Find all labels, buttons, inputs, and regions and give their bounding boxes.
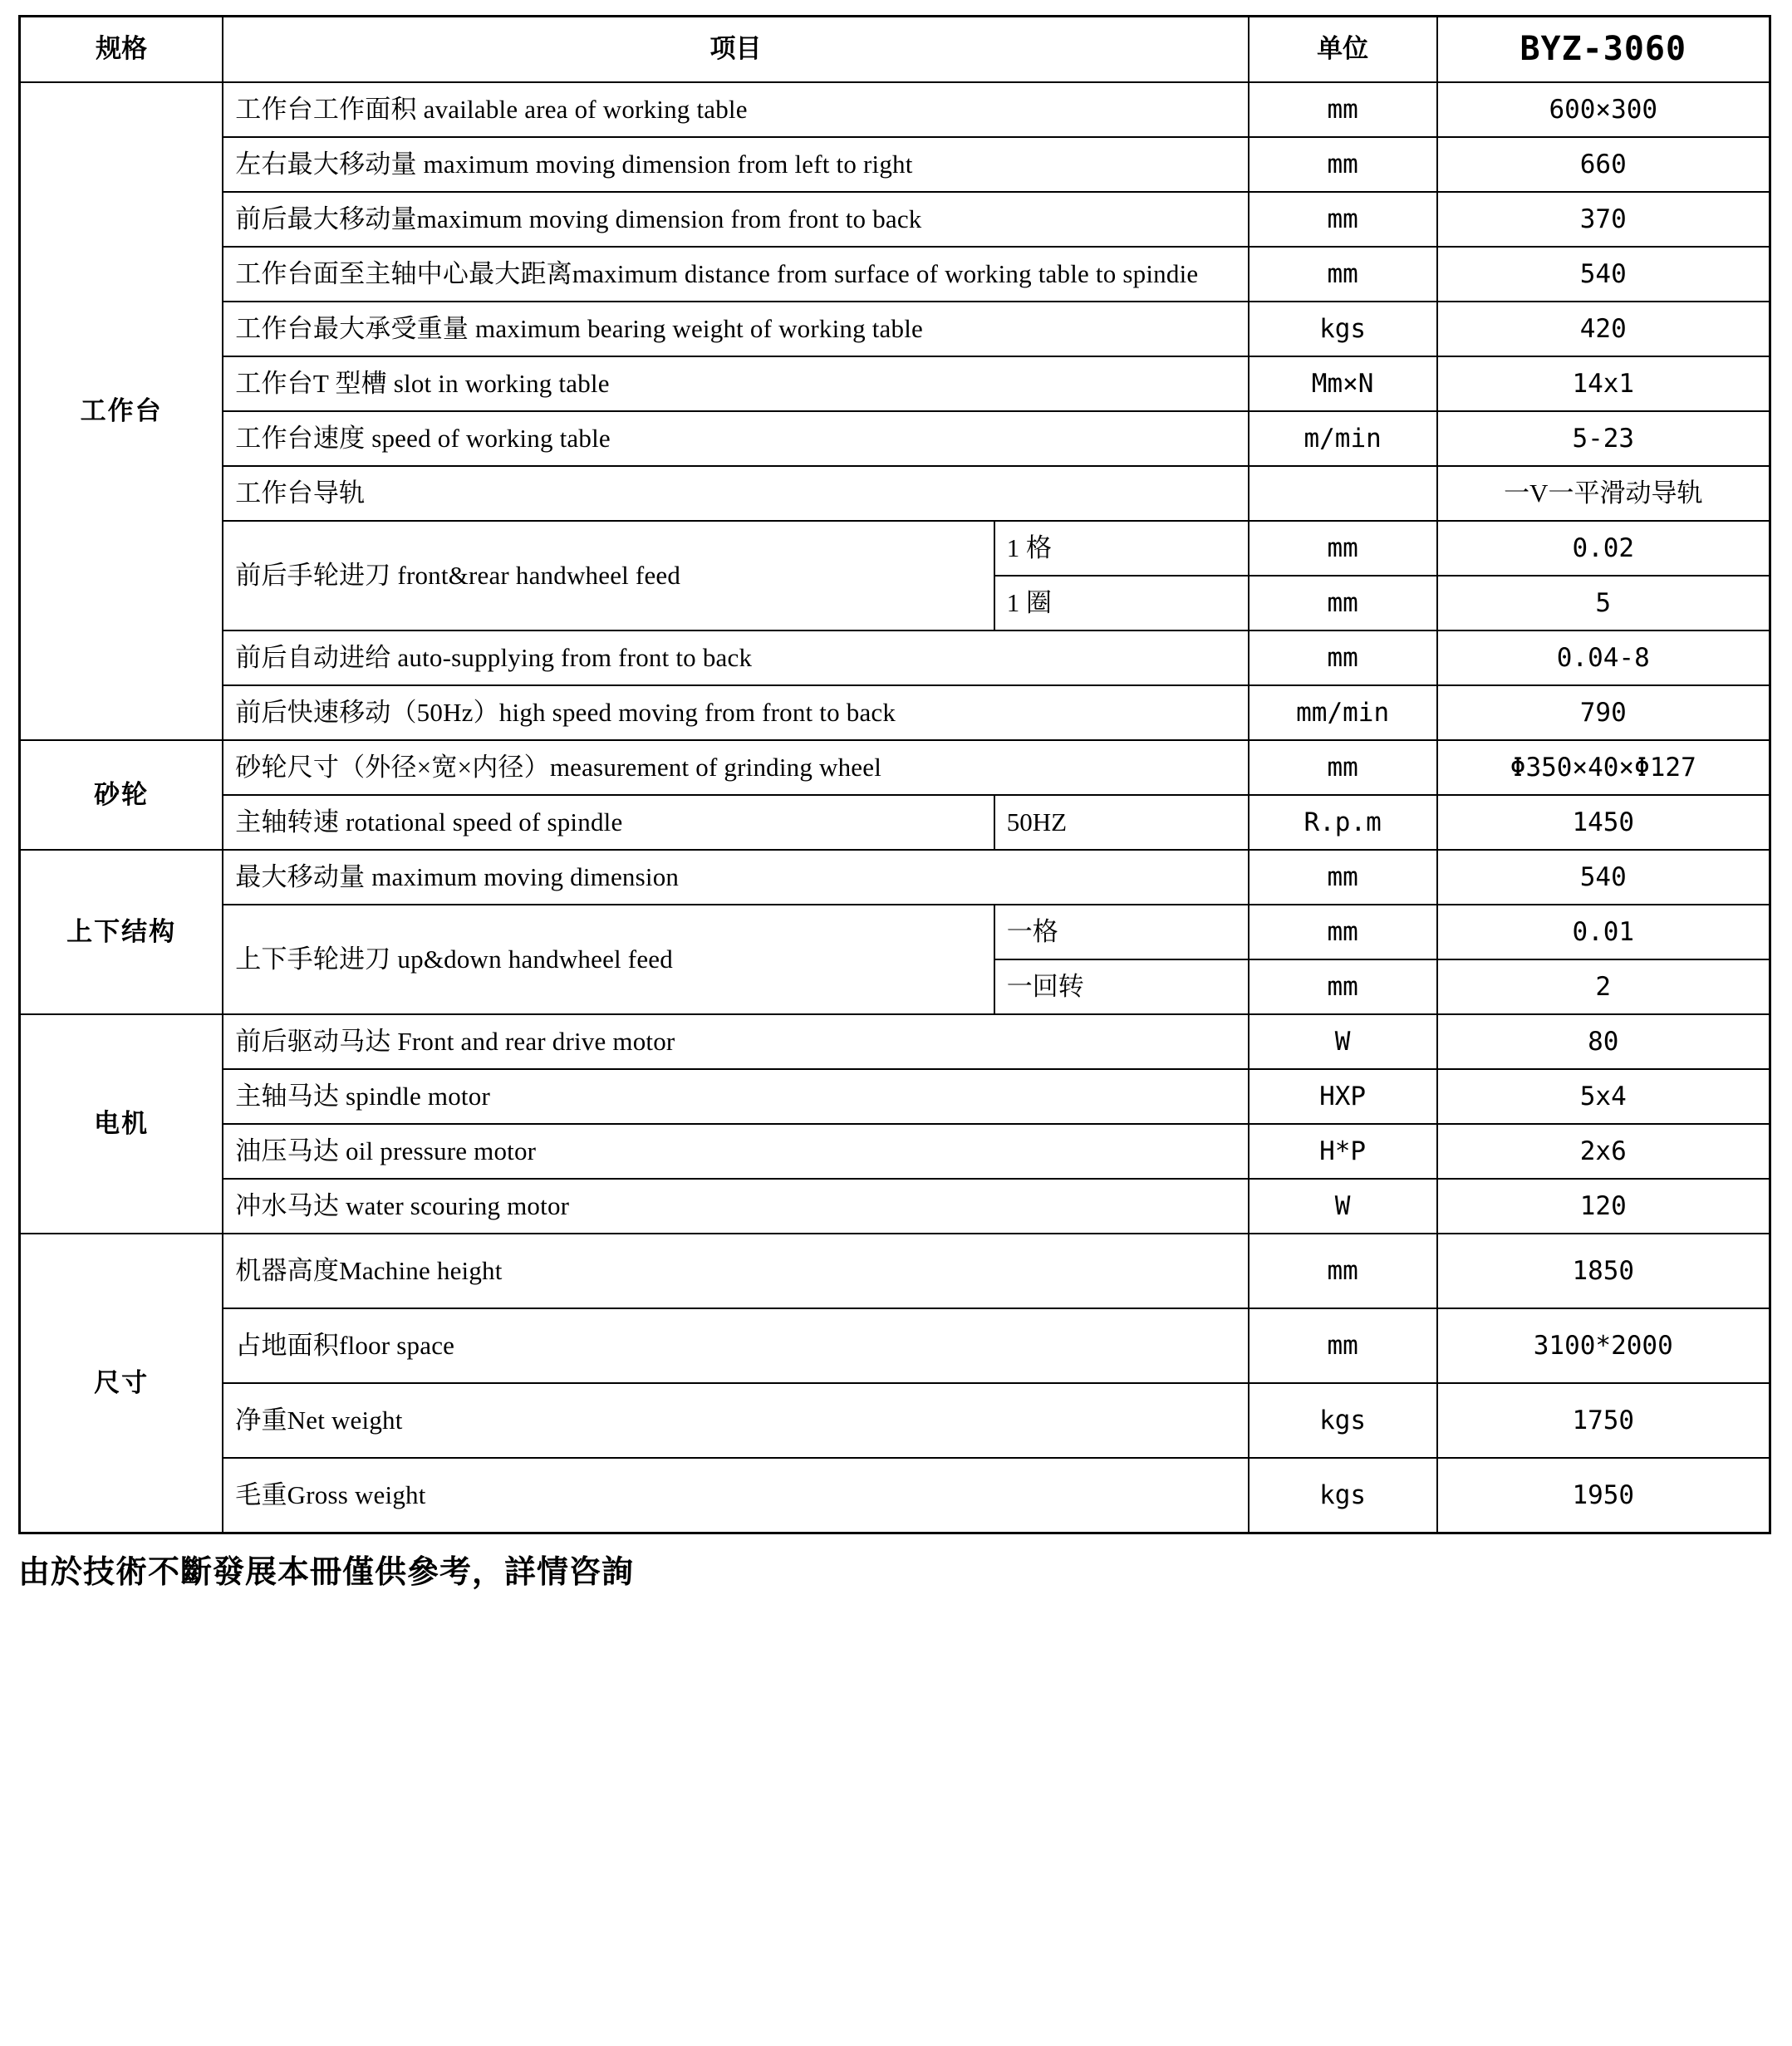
row-unit: m/min — [1249, 411, 1437, 466]
table-row — [20, 302, 1770, 356]
row-item: 工作台导轨 — [223, 466, 1248, 521]
row-item: 前后手轮进刀 front&rear handwheel feed — [223, 521, 994, 630]
header-model: BYZ-3060 — [1437, 17, 1770, 82]
table-row — [20, 411, 1770, 466]
row-value: 420 — [1437, 302, 1770, 356]
group-label-motor: 电机 — [20, 1014, 223, 1234]
row-value: 1750 — [1437, 1383, 1770, 1458]
table-row — [20, 740, 1770, 795]
group-label-updown-structure: 上下结构 — [20, 850, 223, 1014]
row-unit: W — [1249, 1179, 1437, 1234]
row-value: 14x1 — [1437, 356, 1770, 411]
table-row — [20, 356, 1770, 411]
row-unit — [1249, 466, 1437, 521]
row-item: 砂轮尺寸（外径×宽×内径）measurement of grinding wheel — [223, 740, 1248, 795]
row-unit: Mm×N — [1249, 356, 1437, 411]
row-value: 540 — [1437, 850, 1770, 905]
row-item: 占地面积floor space — [223, 1308, 1248, 1383]
row-item: 主轴马达 spindle motor — [223, 1069, 1248, 1124]
row-unit: mm — [1249, 192, 1437, 247]
row-value: 1950 — [1437, 1458, 1770, 1533]
header-spec: 规格 — [20, 17, 223, 82]
row-subitem: 1 格 — [994, 521, 1249, 576]
row-unit: mm — [1249, 1234, 1437, 1308]
row-unit: HXP — [1249, 1069, 1437, 1124]
row-unit: kgs — [1249, 1383, 1437, 1458]
row-value: 5 — [1437, 576, 1770, 630]
row-subitem: 50HZ — [994, 795, 1249, 850]
row-item: 工作台工作面积 available area of working table — [223, 82, 1248, 137]
row-item: 毛重Gross weight — [223, 1458, 1248, 1533]
row-subitem: 1 圈 — [994, 576, 1249, 630]
table-row — [20, 1014, 1770, 1069]
row-unit: mm — [1249, 1308, 1437, 1383]
row-value: 2x6 — [1437, 1124, 1770, 1179]
row-unit: W — [1249, 1014, 1437, 1069]
row-item: 冲水马达 water scouring motor — [223, 1179, 1248, 1234]
footnote-text: 由於技術不斷發展本冊僅供參考，詳情咨詢 — [18, 1555, 635, 1591]
row-item: 工作台速度 speed of working table — [223, 411, 1248, 466]
row-value: 790 — [1437, 685, 1770, 740]
row-unit: mm — [1249, 905, 1437, 959]
row-value: 1450 — [1437, 795, 1770, 850]
row-item: 前后最大移动量maximum moving dimension from front to back — [223, 192, 1248, 247]
row-value: 1850 — [1437, 1234, 1770, 1308]
row-value: 5-23 — [1437, 411, 1770, 466]
table-row — [20, 82, 1770, 137]
row-item: 工作台最大承受重量 maximum bearing weight of working table — [223, 302, 1248, 356]
table-row — [20, 521, 1770, 576]
table-row — [20, 1069, 1770, 1124]
row-unit: mm — [1249, 850, 1437, 905]
row-unit: mm — [1249, 247, 1437, 302]
table-row — [20, 192, 1770, 247]
table-row — [20, 850, 1770, 905]
header-item: 项目 — [223, 17, 1248, 82]
row-item: 净重Net weight — [223, 1383, 1248, 1458]
row-value: 80 — [1437, 1014, 1770, 1069]
row-value: 540 — [1437, 247, 1770, 302]
table-row — [20, 1308, 1770, 1383]
table-row — [20, 1124, 1770, 1179]
table-row — [20, 1234, 1770, 1308]
row-item: 机器高度Machine height — [223, 1234, 1248, 1308]
row-item: 主轴转速 rotational speed of spindle — [223, 795, 994, 850]
group-label-working-table: 工作台 — [20, 82, 223, 740]
row-value: 0.02 — [1437, 521, 1770, 576]
row-subitem: 一回转 — [994, 959, 1249, 1014]
row-subitem: 一格 — [994, 905, 1249, 959]
row-value: 0.01 — [1437, 905, 1770, 959]
row-item: 前后驱动马达 Front and rear drive motor — [223, 1014, 1248, 1069]
row-value: 600×300 — [1437, 82, 1770, 137]
row-unit: H*P — [1249, 1124, 1437, 1179]
row-item: 工作台T 型槽 slot in working table — [223, 356, 1248, 411]
row-value: 0.04-8 — [1437, 630, 1770, 685]
group-label-dimension: 尺寸 — [20, 1234, 223, 1533]
table-row — [20, 630, 1770, 685]
row-value: 120 — [1437, 1179, 1770, 1234]
table-row — [20, 795, 1770, 850]
table-row — [20, 1458, 1770, 1533]
row-item: 左右最大移动量 maximum moving dimension from left to right — [223, 137, 1248, 192]
header-unit: 单位 — [1249, 17, 1437, 82]
row-item: 工作台面至主轴中心最大距离maximum distance from surface of working table to spindie — [223, 247, 1248, 302]
row-value: 5x4 — [1437, 1069, 1770, 1124]
table-row — [20, 1383, 1770, 1458]
row-unit: mm — [1249, 630, 1437, 685]
row-item: 上下手轮进刀 up&down handwheel feed — [223, 905, 994, 1014]
row-unit: mm — [1249, 959, 1437, 1014]
row-value: 660 — [1437, 137, 1770, 192]
table-row — [20, 137, 1770, 192]
row-value: 370 — [1437, 192, 1770, 247]
row-unit: mm/min — [1249, 685, 1437, 740]
row-item: 前后自动进给 auto-supplying from front to back — [223, 630, 1248, 685]
specification-table — [18, 15, 1771, 1534]
table-header-row — [20, 17, 1770, 82]
row-item: 前后快速移动（50Hz）high speed moving from front to back — [223, 685, 1248, 740]
table-row — [20, 1179, 1770, 1234]
row-unit: mm — [1249, 82, 1437, 137]
row-value: 2 — [1437, 959, 1770, 1014]
row-unit: kgs — [1249, 1458, 1437, 1533]
row-value: Φ350×40×Φ127 — [1437, 740, 1770, 795]
row-value: 3100*2000 — [1437, 1308, 1770, 1383]
row-item: 油压马达 oil pressure motor — [223, 1124, 1248, 1179]
row-value: 一V一平滑动导轨 — [1437, 466, 1770, 521]
row-unit: R.p.m — [1249, 795, 1437, 850]
row-unit: mm — [1249, 137, 1437, 192]
table-row — [20, 905, 1770, 959]
table-row — [20, 247, 1770, 302]
table-row — [20, 685, 1770, 740]
row-unit: mm — [1249, 521, 1437, 576]
row-item: 最大移动量 maximum moving dimension — [223, 850, 1248, 905]
group-label-grinding-wheel: 砂轮 — [20, 740, 223, 850]
table-row — [20, 466, 1770, 521]
row-unit: kgs — [1249, 302, 1437, 356]
row-unit: mm — [1249, 740, 1437, 795]
row-unit: mm — [1249, 576, 1437, 630]
